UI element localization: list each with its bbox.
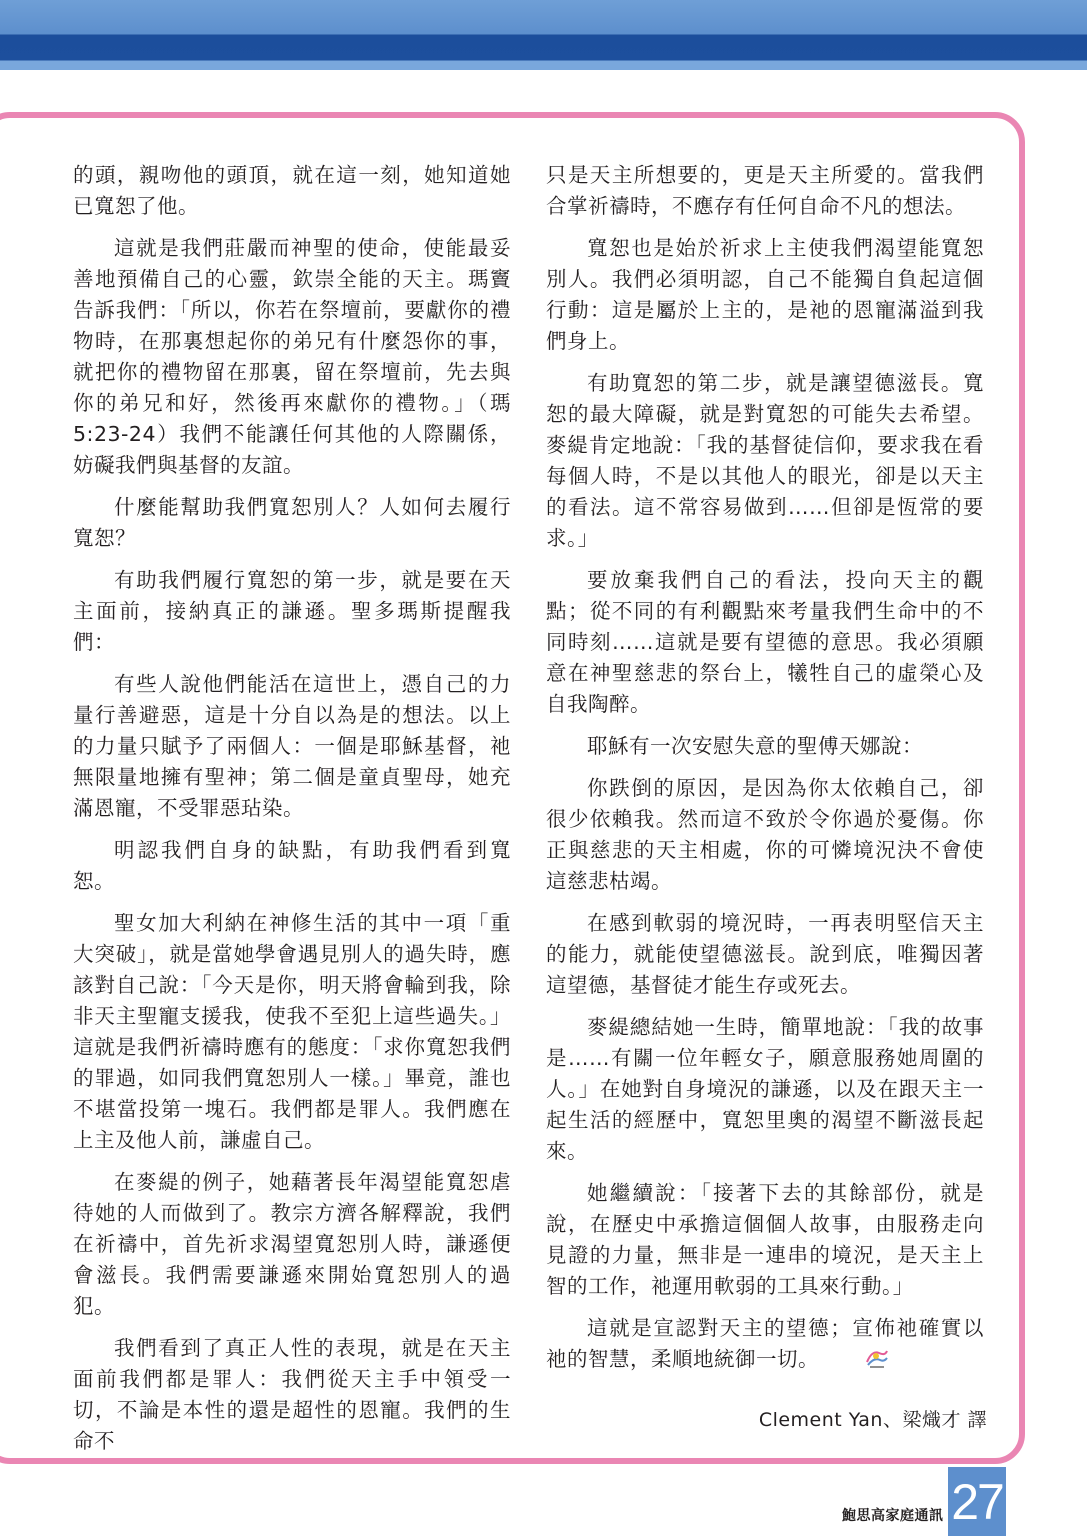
paragraph: 麥緹總結她一生時，簡單地說：「我的故事是……有關一位年輕女子，願意服務她周圍的人。」在她對自身境況的謙遜，以及在跟天主一起生活的經歷中，寬恕里奧的渴望不斷滋長起來。 <box>546 1015 984 1163</box>
paragraph: 只是天主所想要的，更是天主所愛的。當我們合掌祈禱時，不應存有任何自命不凡的想法。 <box>546 163 984 218</box>
paragraph: 耶穌有一次安慰失意的聖傅天娜說： <box>587 734 923 758</box>
paragraph: 在麥緹的例子，她藉著長年渴望能寬恕虐待她的人而做到了。教宗方濟各解釋說，我們在祈禱中，首先祈求渴望寬恕別人時，謙遜便會滋長。我們需要謙遜來開始寬恕別人的過犯。 <box>73 1170 511 1318</box>
quote-paragraph: 你跌倒的原因，是因為你太依賴自己，卻很少依賴我。然而這不致於令你過於憂傷。你正與慈悲的天主相處，你的可憐境況決不會使這慈悲枯竭。 <box>546 776 984 893</box>
paragraph: 寬恕也是始於祈求上主使我們渴望能寬恕別人。我們必須明認，自己不能獨自負起這個行動：這是屬於上主的，是祂的恩寵滿溢到我們身上。 <box>546 236 984 353</box>
paragraph: 在感到軟弱的境況時，一再表明堅信天主的能力，就能使望德滋長。說到底，唯獨因著這望德，基督徒才能生存或死去。 <box>546 911 984 997</box>
paragraph: 有助寬恕的第二步，就是讓望德滋長。寬恕的最大障礙，就是對寬恕的可能失去希望。麥緹肯定地說：「我的基督徒信仰，要求我在看每個人時，不是以其他人的眼光，卻是以天主的看法。這不常容易做到……但卻是恆常的要求。」 <box>546 371 984 550</box>
paragraph: 要放棄我們自己的看法，投向天主的觀點；從不同的有利觀點來考量我們生命中的不同時刻……這就是要有望德的意思。我必須願意在神聖慈悲的祭台上，犧牲自己的虛榮心及自我陶醉。 <box>546 568 984 716</box>
paragraph: 這就是我們莊嚴而神聖的使命，使能最妥善地預備自己的心靈，欽崇全能的天主。瑪竇告訴我們：「所以，你若在祭壇前，要獻你的禮物時，在那裏想起你的弟兄有什麼怨你的事，就把你的禮物留在那裏，留在祭壇前，先去與你的弟兄和好，然後再來獻你的禮物。」（瑪 5:23-24）我們不能讓任何其他的人際關係，妨礙我們與基督的友誼。 <box>73 236 511 477</box>
paragraph: 有助我們履行寬恕的第一步，就是要在天主面前，接納真正的謙遜。聖多瑪斯提醒我們： <box>73 568 511 654</box>
salesian-end-mark-icon <box>823 1347 849 1369</box>
final-paragraph <box>546 1313 984 1375</box>
translator-credit: Clement Yan、梁熾才 譯 <box>758 1409 987 1431</box>
paragraph: 她繼續說：「接著下去的其餘部份，就是說，在歷史中承擔這個個人故事，由服務走向見證的力量，無非是一連串的境況，是天主上智的工作，祂運用軟弱的工具來行動。」 <box>546 1181 984 1298</box>
quote-paragraph: 有些人說他們能活在這世上，憑自己的力量行善避惡，這是十分自以為是的想法。以上的力量只賦予了兩個人：一個是耶穌基督，祂無限量地擁有聖神；第二個是童貞聖母，她充滿恩寵，不受罪惡玷染。 <box>73 672 511 820</box>
paragraph: 什麼能幫助我們寬恕別人？人如何去履行寬恕？ <box>73 495 511 550</box>
left-column <box>73 160 511 1468</box>
paragraph: 我們看到了真正人性的表現，就是在天主面前我們都是罪人：我們從天主手中領受一切，不論是本性的還是超性的恩寵。我們的生命不 <box>73 1336 511 1453</box>
paragraph: 明認我們自身的缺點，有助我們看到寬恕。 <box>73 838 511 893</box>
final-paragraph-text: 這就是宣認對天主的望德；宣佈祂確實以祂的智慧，柔順地統御一切。 <box>546 1316 984 1371</box>
right-column <box>546 160 984 1386</box>
publication-title: 鮑思高家庭通訊 <box>842 1508 944 1524</box>
paragraph: 聖女加大利納在神修生活的其中一項「重大突破」，就是當她學會遇見別人的過失時，應該對自己說：「今天是你，明天將會輪到我，除非天主聖寵支援我，使我不至犯上這些過失。」這就是我們祈禱時應有的態度：「求你寬恕我們的罪過，如同我們寬恕別人一樣。」畢竟，誰也不堪當投第一塊石。我們都是罪人。我們應在上主及他人前，謙虛自己。 <box>73 911 511 1152</box>
header-band <box>0 0 1087 70</box>
paragraph: 的頭，親吻他的頭頂，就在這一刻，她知道她已寬恕了他。 <box>73 163 511 218</box>
page-number: 27 <box>951 1474 1003 1530</box>
